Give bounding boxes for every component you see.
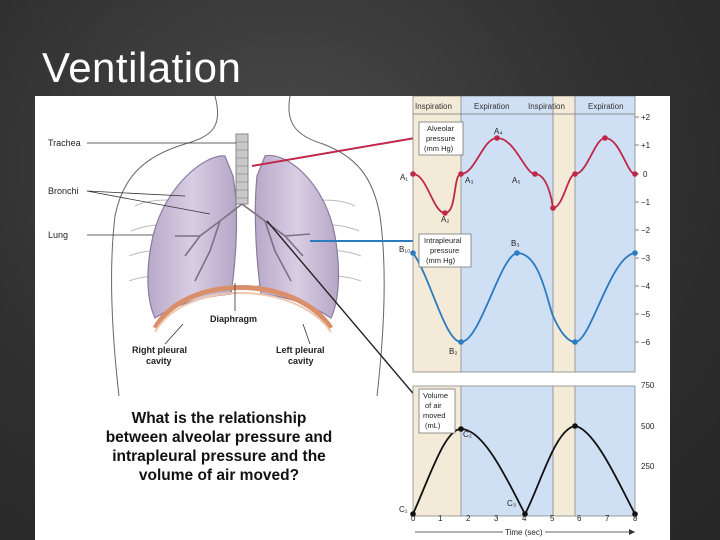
volume-tick: 750 [641, 381, 655, 390]
label-left-cavity-1: Left pleural [276, 345, 325, 355]
pressure-tick: −5 [641, 310, 651, 319]
point-label-a5: A₅ [512, 176, 521, 185]
pressure-tick: +2 [641, 113, 651, 122]
phase-label-2: Expiration [474, 102, 510, 111]
discussion-question: What is the relationship between alveolar pressure and intrapleural pressure and the volume of air moved? [105, 410, 333, 484]
point-label-a2: A₂ [441, 215, 450, 224]
label-trachea: Trachea [48, 138, 81, 148]
time-tick: 7 [605, 514, 610, 523]
time-tick: 6 [577, 514, 582, 523]
label-bronchi: Bronchi [48, 186, 79, 196]
time-tick: 4 [522, 514, 527, 523]
left-lung [255, 155, 338, 318]
alveolar-box-line: pressure [426, 134, 456, 143]
time-axis-label: Time (sec) [505, 528, 543, 537]
volume-box-line: moved [423, 411, 446, 420]
point-label-a3: A₃ [465, 176, 474, 185]
ventilation-figure [35, 96, 670, 540]
volume-tick: 250 [641, 462, 655, 471]
time-tick: 1 [438, 514, 443, 523]
pressure-tick: −6 [641, 338, 651, 347]
time-tick: 5 [550, 514, 555, 523]
label-diaphragm: Diaphragm [210, 314, 258, 324]
alveolar-pressure-box [419, 122, 463, 155]
phase-label-4: Expiration [588, 102, 624, 111]
point-label-a4: A₄ [494, 127, 503, 136]
label-right-cavity-2: cavity [146, 356, 172, 366]
phase-label-3: Inspiration [528, 102, 565, 111]
pressure-tick: −2 [641, 226, 651, 235]
label-left-cavity-2: cavity [288, 356, 314, 366]
volume-box-line: of air [425, 401, 442, 410]
trachea [236, 134, 248, 204]
point-label-c3: C₃ [507, 499, 517, 508]
intrapleural-box-line: Intrapleural [424, 236, 462, 245]
point-label-c1: C₁ [399, 505, 408, 514]
volume-box [419, 389, 455, 433]
alveolar-box-line: (mm Hg) [424, 144, 454, 153]
anatomy-illustration [48, 96, 384, 396]
intrapleural-pressure-box [419, 234, 471, 267]
alveolar-box-line: Alveolar [427, 124, 455, 133]
pressure-tick: 0 [643, 170, 648, 179]
label-right-cavity-1: Right pleural [132, 345, 188, 355]
pressure-tick: −3 [641, 254, 651, 263]
point-label-b2: B₂ [449, 347, 458, 356]
pressure-axis [641, 113, 651, 347]
pressure-tick: −1 [641, 198, 651, 207]
time-tick: 2 [466, 514, 471, 523]
intrapleural-box-line: pressure [430, 246, 460, 255]
point-label-c2: C₂ [463, 430, 472, 439]
pressure-tick: +1 [641, 141, 651, 150]
volume-tick: 500 [641, 422, 655, 431]
point-label-b1: B₁₀ [399, 245, 411, 254]
time-tick: 8 [633, 514, 638, 523]
point-label-a1: A₁ [400, 173, 409, 182]
phase-label-1: Inspiration [415, 102, 452, 111]
phase-bg-inspiration-2 [553, 96, 575, 372]
time-tick: 0 [411, 514, 416, 523]
label-lung: Lung [48, 230, 69, 240]
time-tick: 3 [494, 514, 499, 523]
point-label-b3: B₃ [511, 239, 520, 248]
ventilation-graph [399, 96, 655, 537]
pressure-tick: −4 [641, 282, 651, 291]
slide-title: Ventilation [42, 44, 242, 91]
volume-box-line: (mL) [425, 421, 441, 430]
volume-axis [641, 381, 655, 471]
volume-box-line: Volume [423, 391, 449, 400]
intrapleural-box-line: (mm Hg) [426, 256, 456, 265]
